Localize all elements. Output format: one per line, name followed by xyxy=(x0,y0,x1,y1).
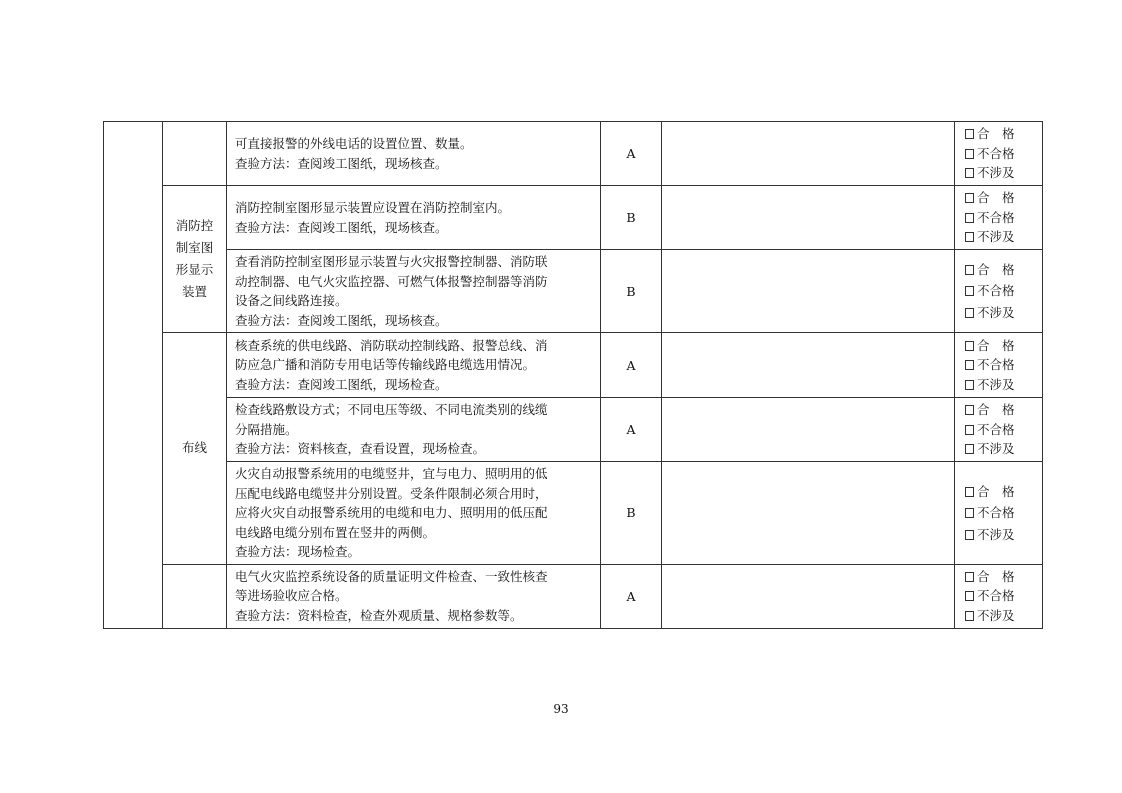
table-row xyxy=(104,398,1043,462)
content-cell xyxy=(227,398,601,462)
option-not-applicable[interactable]: 不涉及 xyxy=(965,606,1042,626)
result-options xyxy=(955,462,1043,565)
option-not-applicable[interactable]: 不涉及 xyxy=(965,375,1042,395)
result-options xyxy=(955,122,1043,186)
method-line: 查验方法：资料核查，查看设置，现场检查。 xyxy=(235,441,486,457)
content-cell xyxy=(227,186,601,250)
option-not-applicable[interactable]: 不涉及 xyxy=(965,439,1042,459)
content-line: 核查系统的供电线路、消防联动控制线路、报警总线、消 xyxy=(235,337,548,353)
checkbox-icon[interactable] xyxy=(965,425,974,435)
content-cell xyxy=(227,333,601,398)
option-not-applicable[interactable]: 不涉及 xyxy=(965,227,1042,247)
option-unqualified[interactable]: 不合格 xyxy=(965,420,1042,440)
result-options xyxy=(955,186,1043,250)
content-line: 压配电线路电缆竖井分别设置。受条件限制必须合用时， xyxy=(235,485,548,501)
content-line: 消防控制室图形显示装置应设置在消防控制室内。 xyxy=(235,200,511,215)
remarks-cell[interactable] xyxy=(662,250,955,333)
content-line: 检查线路敷设方式；不同电压等级、不同电流类别的线缆 xyxy=(235,402,548,418)
content-line: 火灾自动报警系统用的电缆竖井，宜与电力、照明用的低 xyxy=(235,466,548,481)
group-label-display: 消防控 制室图 形显示 装置 xyxy=(175,218,214,299)
grade-cell: B xyxy=(601,186,662,250)
checkbox-icon[interactable] xyxy=(965,380,974,390)
checkbox-icon[interactable] xyxy=(965,129,974,139)
checkbox-icon[interactable] xyxy=(965,611,974,621)
remarks-cell[interactable] xyxy=(662,564,955,628)
group-cell-empty xyxy=(163,122,227,186)
category-cell xyxy=(104,122,163,629)
checkbox-icon[interactable] xyxy=(965,168,974,178)
checkbox-icon[interactable] xyxy=(965,444,974,454)
checkbox-icon[interactable] xyxy=(965,508,974,518)
checkbox-icon[interactable] xyxy=(965,405,974,415)
content-line: 分隔措施。 xyxy=(235,421,298,437)
option-unqualified[interactable]: 不合格 xyxy=(965,208,1042,228)
table-row xyxy=(104,186,1043,250)
grade-cell: A xyxy=(601,398,662,462)
checkbox-icon[interactable] xyxy=(965,572,974,582)
checkbox-icon[interactable] xyxy=(965,360,974,370)
content-line: 动控制器、电气火灾监控器、可燃气体报警控制器等消防 xyxy=(235,273,548,289)
content-line: 可直接报警的外线电话的设置位置、数量。 xyxy=(235,136,473,151)
option-unqualified[interactable]: 不合格 xyxy=(965,144,1042,164)
method-line: 查验方法：查阅竣工图纸，现场核查。 xyxy=(235,312,448,328)
content-line: 等进场验收应合格。 xyxy=(235,588,348,604)
remarks-cell[interactable] xyxy=(662,122,955,186)
result-options xyxy=(955,564,1043,628)
option-qualified[interactable]: 合 格 xyxy=(965,336,1042,356)
option-qualified[interactable]: 合 格 xyxy=(965,124,1042,144)
remarks-cell[interactable] xyxy=(662,186,955,250)
checkbox-icon[interactable] xyxy=(965,265,974,275)
content-line: 设备之间线路连接。 xyxy=(235,293,348,308)
checkbox-icon[interactable] xyxy=(965,487,974,497)
grade-cell: A xyxy=(601,333,662,398)
option-not-applicable[interactable]: 不涉及 xyxy=(965,302,1042,324)
content-cell xyxy=(227,564,601,628)
option-qualified[interactable]: 合 格 xyxy=(965,188,1042,208)
result-options xyxy=(955,250,1043,333)
option-not-applicable[interactable]: 不涉及 xyxy=(965,163,1042,183)
option-unqualified[interactable]: 不合格 xyxy=(965,355,1042,375)
method-line: 查验方法：资料检查，检查外观质量、规格参数等。 xyxy=(235,607,523,623)
option-qualified[interactable]: 合 格 xyxy=(965,481,1042,503)
method-line: 查验方法：查阅竣工图纸，现场核查。 xyxy=(235,155,448,171)
option-qualified[interactable]: 合 格 xyxy=(965,567,1042,587)
option-not-applicable[interactable]: 不涉及 xyxy=(965,524,1042,546)
group-cell-display xyxy=(163,186,227,333)
grade-cell: A xyxy=(601,564,662,628)
option-qualified[interactable]: 合 格 xyxy=(965,259,1042,281)
option-unqualified[interactable]: 不合格 xyxy=(965,280,1042,302)
result-options xyxy=(955,398,1043,462)
content-line: 电气火灾监控系统设备的质量证明文件检查、一致性核查 xyxy=(235,568,548,584)
content-line: 电线路电缆分别布置在竖井的两侧。 xyxy=(235,524,436,540)
group-cell-wiring: 布线 xyxy=(163,333,227,565)
grade-cell: B xyxy=(601,462,662,565)
inspection-table xyxy=(103,121,1043,629)
method-line: 查验方法：现场检查。 xyxy=(235,544,361,559)
method-line: 查验方法：查阅竣工图纸，现场核查。 xyxy=(235,219,448,235)
remarks-cell[interactable] xyxy=(662,462,955,565)
table-row xyxy=(104,564,1043,628)
content-cell xyxy=(227,462,601,565)
checkbox-icon[interactable] xyxy=(965,530,974,540)
grade-cell: A xyxy=(601,122,662,186)
content-line: 查看消防控制室图形显示装置与火灾报警控制器、消防联 xyxy=(235,254,548,269)
checkbox-icon[interactable] xyxy=(965,213,974,223)
table-row xyxy=(104,122,1043,186)
result-options xyxy=(955,333,1043,398)
table-row xyxy=(104,462,1043,565)
content-cell xyxy=(227,250,601,333)
content-line: 防应急广播和消防专用电话等传输线路电缆选用情况。 xyxy=(235,357,536,373)
option-unqualified[interactable]: 不合格 xyxy=(965,502,1042,524)
method-line: 查验方法：查阅竣工图纸，现场检查。 xyxy=(235,376,448,392)
table-row xyxy=(104,250,1043,333)
page-number: 93 xyxy=(553,702,569,716)
group-cell-empty xyxy=(163,564,227,628)
content-line: 应将火灾自动报警系统用的电缆和电力、照明用的低压配 xyxy=(235,505,548,520)
grade-cell: B xyxy=(601,250,662,333)
checkbox-icon[interactable] xyxy=(965,308,974,318)
remarks-cell[interactable] xyxy=(662,333,955,398)
checkbox-icon[interactable] xyxy=(965,232,974,242)
checkbox-icon[interactable] xyxy=(965,193,974,203)
checkbox-icon[interactable] xyxy=(965,341,974,351)
checkbox-icon[interactable] xyxy=(965,286,974,296)
checkbox-icon[interactable] xyxy=(965,591,974,601)
remarks-cell[interactable] xyxy=(662,398,955,462)
checkbox-icon[interactable] xyxy=(965,149,974,159)
option-qualified[interactable]: 合 格 xyxy=(965,400,1042,420)
option-unqualified[interactable]: 不合格 xyxy=(965,586,1042,606)
table-row xyxy=(104,333,1043,398)
content-cell xyxy=(227,122,601,186)
